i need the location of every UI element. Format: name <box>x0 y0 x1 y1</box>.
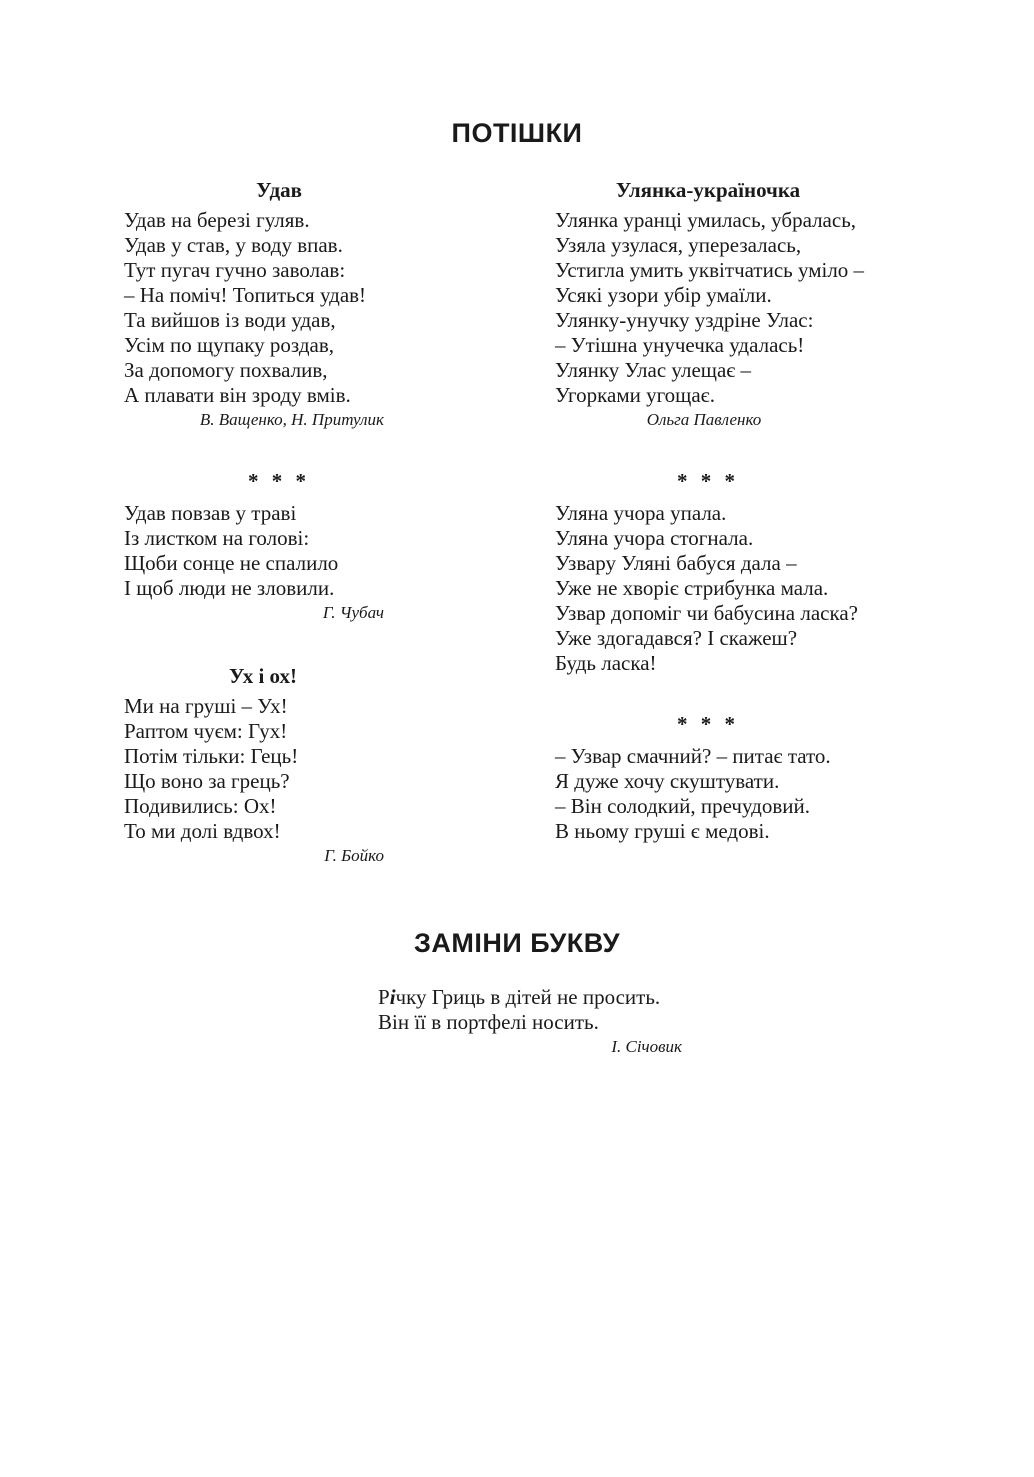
poem-line: Щоби сонце не спалило <box>124 551 339 575</box>
poem-line: – Узвар смачний? – питає тато. <box>555 744 831 768</box>
poem-line: Удав повзав у траві <box>124 501 297 525</box>
poem-line: За допомогу похвалив, <box>124 358 328 382</box>
poem-line: – Утішна унучечка удалась! <box>555 333 805 357</box>
poem-line <box>378 985 698 1010</box>
poem-line: Улянка уранці умилась, убралась, <box>555 208 857 232</box>
poem-line: Уже не хворіє стрибунка мала. <box>555 576 829 600</box>
poem-title: Ух і ох! <box>229 664 297 688</box>
poem-ulyana <box>555 467 935 676</box>
poem-line: Із листком на голові: <box>124 526 310 550</box>
second-heading: ЗАМІНИ БУКВУ <box>413 928 621 958</box>
poem-line: Подивились: Ох! <box>124 794 277 818</box>
poem-title: Улянка-україночка <box>615 178 801 202</box>
poem-udav <box>124 176 442 432</box>
poem-author: В. Ващенко, Н. Притулик <box>199 410 384 429</box>
poem-line: А плавати він зроду вмів. <box>124 383 351 407</box>
poem-author: Г. Чубач <box>322 603 384 622</box>
stars-divider: * * * <box>677 469 739 493</box>
poem-line: Улянку Улас улещає – <box>555 358 752 382</box>
poem-uzvar <box>555 710 935 844</box>
poem-line: Ми на груші – Ух! <box>124 694 288 718</box>
poem-ukh-i-okh <box>124 662 442 868</box>
poem-line: Устигла умить уквітчатись уміло – <box>555 258 865 282</box>
poem-line: Удав у став, у воду впав. <box>124 233 343 257</box>
poem-line: Уляна учора упала. <box>555 501 727 525</box>
poem-lines <box>124 501 442 601</box>
poem-line: Узяла узулася, уперезалась, <box>555 233 802 257</box>
poem-lines <box>124 694 442 844</box>
poem-line: Уляна учора стогнала. <box>555 526 754 550</box>
poem-lines <box>555 208 935 408</box>
poem-line: Тут пугач гучно заволав: <box>124 258 346 282</box>
poem-title: Удав <box>256 178 302 202</box>
poem-lines <box>124 208 442 408</box>
poem-line: Потім тільки: Гець! <box>124 744 299 768</box>
poem-line: В ньому груші є медові. <box>555 819 770 843</box>
poem-line: Узвару Уляні бабуся дала – <box>555 551 797 575</box>
stars-divider: * * * <box>677 712 739 736</box>
poem-author: Ольга Павленко <box>646 410 762 429</box>
poem-line: – На поміч! Топиться удав! <box>124 283 367 307</box>
poem-line: І щоб люди не зловили. <box>124 576 335 600</box>
poem-line: То ми долі вдвох! <box>124 819 281 843</box>
text-start: Р <box>378 985 390 1009</box>
poem-lines <box>378 985 698 1035</box>
poem-ulyanka <box>555 176 935 432</box>
poem-line: Та вийшов із води удав, <box>124 308 336 332</box>
poem-line: Угорками угощає. <box>555 383 715 407</box>
poem-line: Уже здогадався? І скажеш? <box>555 626 798 650</box>
poem-line: Узвар допоміг чи бабусина ласка? <box>555 601 858 625</box>
text-end: чку Гриць в дітей не просить. <box>395 985 661 1009</box>
poem-line: Удав на березі гуляв. <box>124 208 310 232</box>
poem-line: Усім по щупаку роздав, <box>124 333 334 357</box>
highlighted-letter: і <box>389 985 396 1009</box>
poem-line: – Він солодкий, пречудовий. <box>555 794 810 818</box>
poem-udav-2 <box>124 467 442 625</box>
poem-author: Г. Бойко <box>324 846 384 865</box>
main-heading: ПОТІШКИ <box>451 118 583 148</box>
poem-line: Що воно за грець? <box>124 769 290 793</box>
poem-line: Я дуже хочу скуштувати. <box>555 769 780 793</box>
poem-author: І. Січовик <box>611 1037 682 1056</box>
poem-line: Улянку-унучку уздріне Улас: <box>555 308 814 332</box>
stars-divider: * * * <box>248 469 310 493</box>
poem-lines <box>555 501 935 676</box>
poem-lines <box>555 744 935 844</box>
poem-line: Він її в портфелі носить. <box>378 1010 599 1034</box>
poem-line: Раптом чуєм: Гух! <box>124 719 288 743</box>
poem-zamin-bukvu <box>378 985 698 1059</box>
poem-line: Усякі узори убір умаїли. <box>555 283 772 307</box>
poem-line: Будь ласка! <box>555 651 657 675</box>
